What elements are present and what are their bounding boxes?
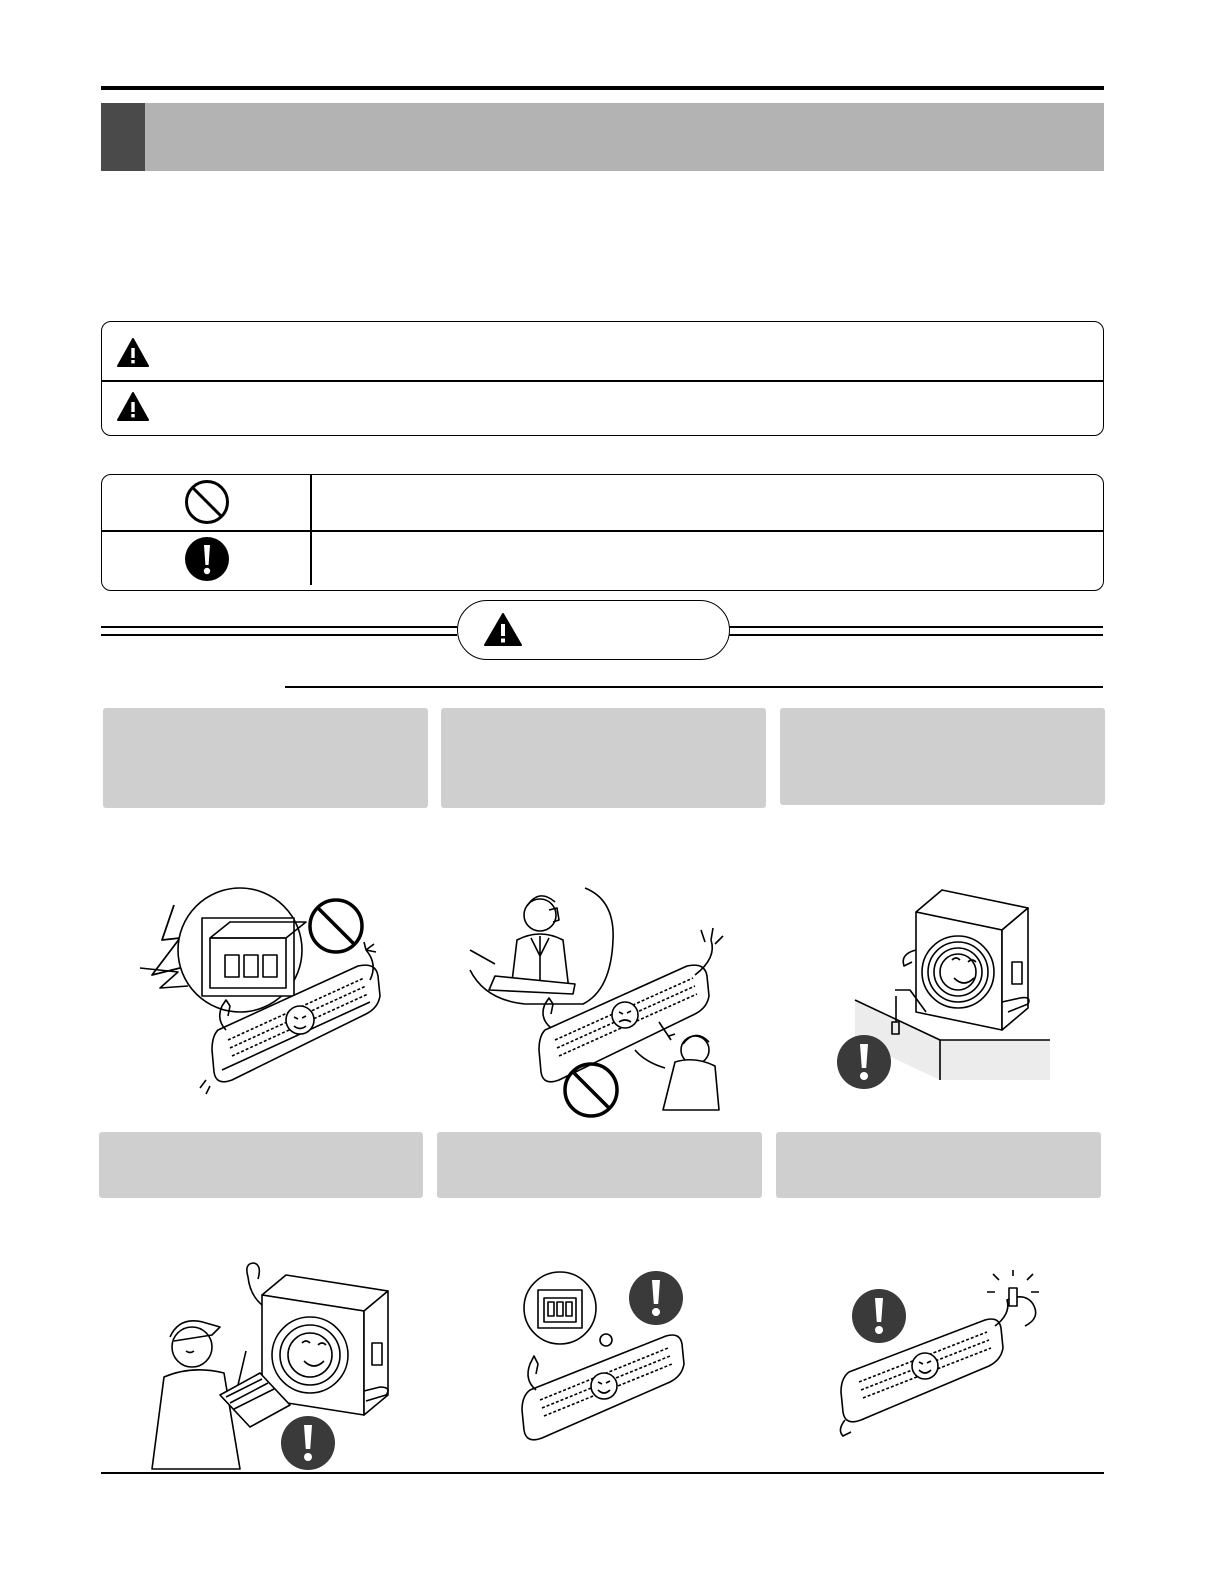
warning-banner-rule-right bbox=[728, 626, 1103, 636]
warning-banner-rule-left bbox=[101, 626, 457, 636]
panel-caption-box bbox=[103, 708, 428, 808]
prohibited-icon bbox=[184, 479, 230, 525]
bottom-rule bbox=[101, 1472, 1104, 1474]
panel-caption-box bbox=[780, 708, 1105, 805]
indoor-unit-phone-illustration bbox=[465, 880, 740, 1120]
panel-caption bbox=[780, 708, 1105, 732]
panel-caption bbox=[103, 708, 428, 732]
outdoor-unit-ground-illustration bbox=[830, 880, 1055, 1095]
indoor-unit-switch-illustration bbox=[518, 1268, 693, 1458]
symbol-legend-box bbox=[101, 474, 1104, 591]
technician-outdoor-unit-illustration bbox=[150, 1255, 400, 1470]
installation-heading-rule bbox=[285, 686, 1103, 688]
warning-triangle-icon bbox=[116, 337, 150, 369]
panel-caption-box bbox=[99, 1132, 423, 1198]
section-title-bar bbox=[101, 103, 1104, 171]
warning-triangle-icon bbox=[483, 612, 523, 648]
panel-caption bbox=[437, 1132, 762, 1156]
panel-caption-box bbox=[437, 1132, 762, 1198]
panel-caption-box bbox=[776, 1132, 1101, 1198]
panel-caption bbox=[776, 1132, 1101, 1156]
top-rule bbox=[101, 86, 1104, 90]
panel-caption bbox=[441, 708, 766, 732]
symbol-legend-column-divider bbox=[310, 475, 312, 585]
section-title-tab bbox=[101, 103, 145, 171]
signal-word-box bbox=[101, 321, 1104, 436]
indoor-unit-switchbox-illustration bbox=[130, 880, 400, 1095]
panel-caption-box bbox=[441, 708, 766, 808]
signal-word-divider bbox=[102, 380, 1103, 382]
panel-caption bbox=[99, 1132, 423, 1156]
caution-triangle-icon bbox=[116, 391, 150, 423]
indoor-unit-fuse-illustration bbox=[835, 1270, 1060, 1445]
mandatory-icon bbox=[184, 536, 230, 582]
symbol-legend-divider bbox=[102, 530, 1103, 532]
